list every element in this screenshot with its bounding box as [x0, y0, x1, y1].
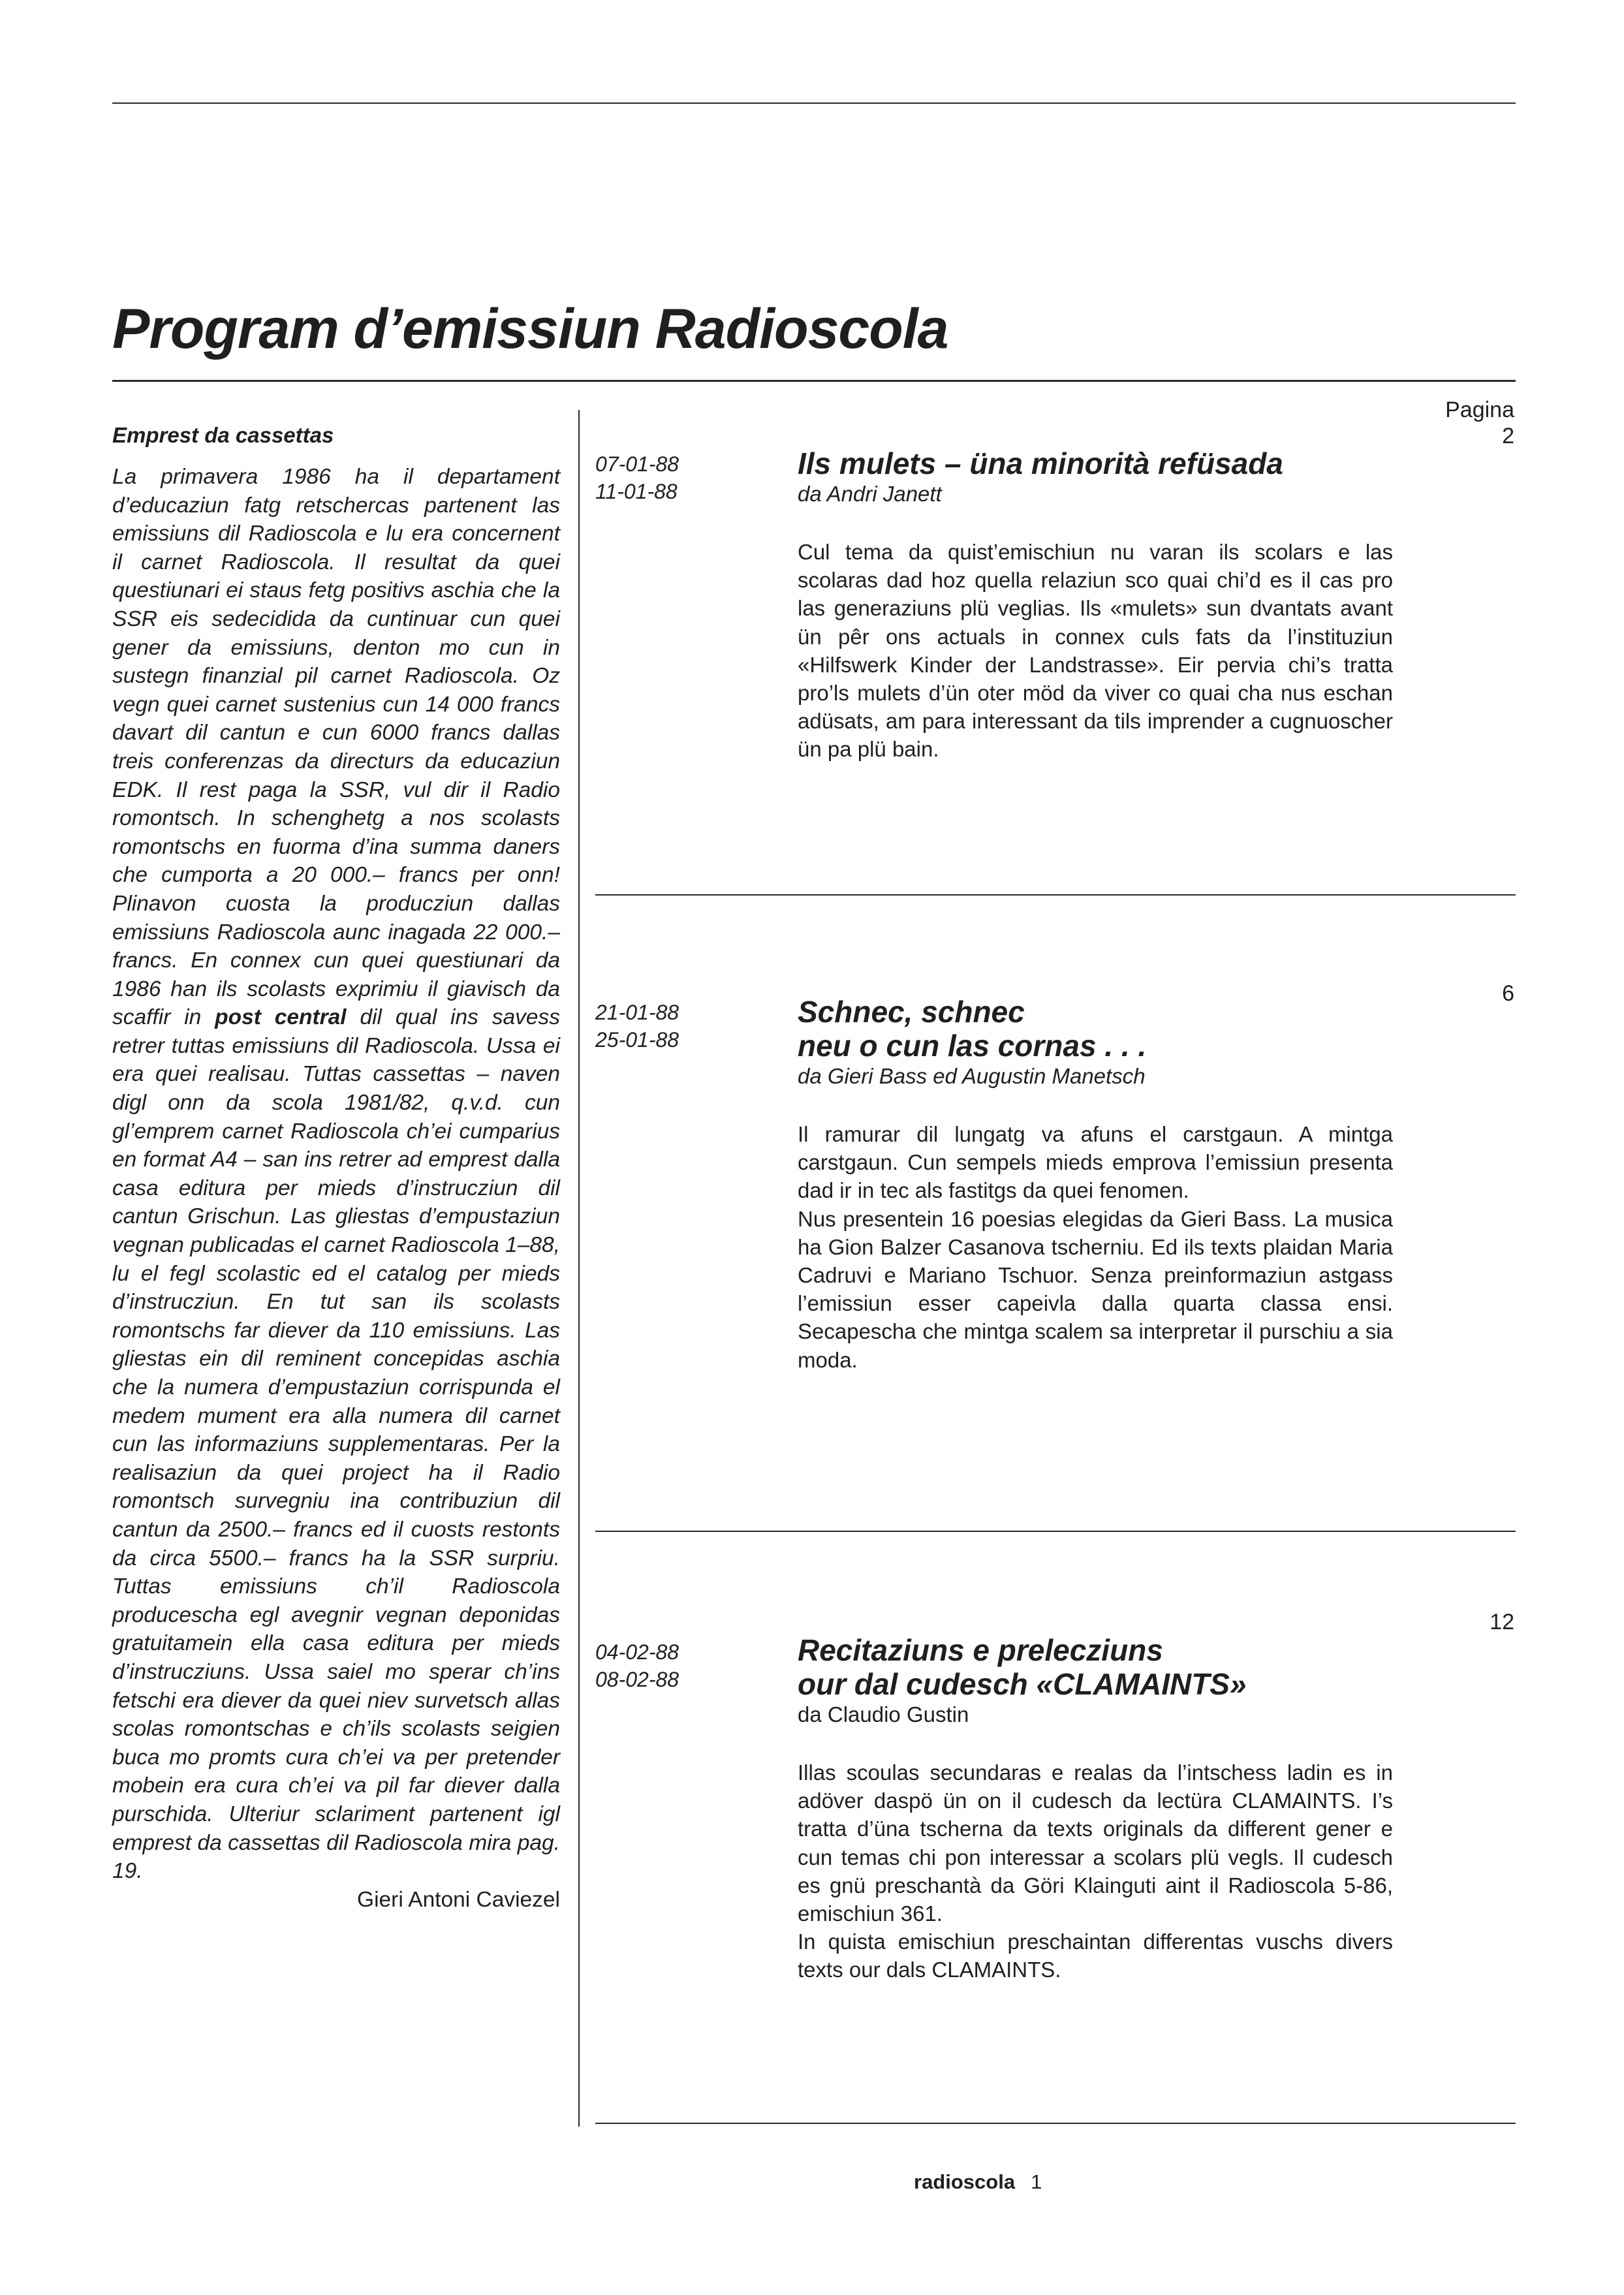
entry-2-date-start: 21-01-88	[595, 1001, 679, 1024]
entry-3-page: 12	[1490, 1610, 1514, 1634]
entry-2-author: da Gieri Bass ed Augustin Manetsch	[798, 1064, 1146, 1088]
entry-1-title: Ils mulets – üna minorità refüsada	[798, 446, 1283, 480]
entry-3-date-end: 08-02-88	[595, 1668, 679, 1691]
entry-3-paragraph-1: Illas scoulas secundaras e realas da l’intschess ladin es in adöver daspö ün on il cudesch da lectüra CLAMAINTS. I’s tratta d’üna tscherna da texts originals da different gener e cun temas chi pon interessar a scolars plü vegls. Il cudesch es gnü preschantà da Göri Klainguti aint il Radioscola 5-86, emischiun 361.	[798, 1760, 1393, 1926]
entry-3-author: da Claudio Gustin	[798, 1702, 969, 1726]
entry-separator-2	[595, 1531, 1516, 1532]
page-footer	[914, 2170, 1042, 2194]
page-title: Program d’emissiun Radioscola	[112, 298, 948, 360]
entry-2-dates	[595, 999, 726, 1054]
entry-3-paragraph-2: In quista emischiun preschaintan differentas vuschs divers texts our dals CLAMAINTS.	[798, 1929, 1393, 1982]
entry-3-date-start: 04-02-88	[595, 1640, 679, 1664]
entry-1-date-end: 11-01-88	[595, 480, 678, 503]
entry-1-body	[798, 538, 1393, 764]
entry-1-page: 2	[1502, 424, 1514, 448]
left-article	[112, 421, 560, 1914]
entry-1-date-start: 07-01-88	[595, 452, 679, 476]
left-body-bold: post central	[215, 1005, 347, 1030]
entry-1-paragraph-1: Cul tema da quist’emischiun nu varan ils scolars e las scolaras dad hoz quella relaziun sco quai chi’d es il cas pro las generaziuns plü veglias. Ils «mulets» sun dvantats avant ün pêr ons actuals in connex culs fats da l’instituziun «Hilfswerk Kinder der Landstrasse». Eir pervia chi’s tratta pro’ls mulets d’ün oter möd da viver co quai cha nus eschan adüsats, am para interessant da tils imprender a cugnuoscher ün pa plü bain.	[798, 540, 1393, 762]
entry-3-title-line-1: Recitaziuns e prelecziuns	[798, 1633, 1163, 1667]
entry-3-title-line-2: our dal cudesch «CLAMAINTS»	[798, 1667, 1247, 1701]
entry-2-paragraph-1: Il ramurar dil lungatg va afuns el carstgaun. A mintga carstgaun. Cun sempels mieds emprova l’emissiun presenta dad ir in tec als fastitgs da quei fenomen.	[798, 1122, 1393, 1203]
entry-2	[798, 995, 1393, 1374]
left-article-signature: Gieri Antoni Caviezel	[357, 1887, 560, 1912]
entry-2-title-line-2: neu o cun las cornas . . .	[798, 1029, 1147, 1063]
entry-3-dates	[595, 1638, 726, 1693]
entry-2-page: 6	[1502, 981, 1514, 1006]
pagina-label: Pagina	[1445, 398, 1514, 422]
title-rule	[112, 380, 1516, 382]
left-article-body	[112, 463, 560, 1914]
entry-2-paragraph-2: Nus presentein 16 poesias elegidas da Gieri Bass. La musica ha Gion Balzer Casanova tscherniu. Ed ils texts plaidan Maria Cadruvi e Mariano Tschuor. Senza preinformaziun astgass l’emissiun esser capeivla dalla quarta classa ensi. Secapescha che mintga scalem sa interpretar il purschiu a sia moda.	[798, 1206, 1393, 1372]
entry-1-dates	[595, 450, 726, 505]
entry-2-title-line-1: Schnec, schnec	[798, 995, 1025, 1029]
entry-separator-3	[595, 2123, 1516, 2124]
entry-1	[798, 446, 1393, 764]
footer-publication-name: radioscola	[914, 2170, 1016, 2193]
left-article-heading: Emprest da cassettas	[112, 423, 334, 447]
left-body-part-2: dil qual ins savess retrer tuttas emissiuns dil Radioscola. Ussa ei era quei realisau. Tuttas cassettas – naven digl onn da scola 1981/82, q.v.d. cun gl’emprem carnet Radioscola ch’ei cumparius en format A4 – san ins retrer ad emprest dalla casa editura per mieds d’instrucziun dil cantun Grischun. Las gliestas d’empustaziun vegnan publicadas el carnet Radioscola 1–88, lu el fegl scolastic ed el catalog per mieds d’instrucziun. En tut san ils scolasts romontschs far diever da 110 emissiuns. Las gliestas ein dil reminent concepidas aschia che la numera d’empustaziun corrispunda el medem mument era alla numera dil carnet cun las informaziuns supplementaras. Per la realisaziun da quei project ha il Radio romontsch survegniu ina contribuziun dil cantun da 2500.– francs ed il cuosts restonts da circa 5500.– francs ha la SSR surpriu. Tuttas emissiuns ch’il Radioscola producescha egl avegnir vegnan deponidas gratuitamein ella casa editura per mieds d’instrucziuns. Ussa saiel mo sperar ch’ins fetschi era diever da quei niev survetsch allas scolas romontschas e ch’ils scolasts seigien buca mo promts cura ch’ei va per pretender mobein era cura ch’ei va pil far diever dalla purschida. Ulteriur sclariment partenent igl emprest da cassettas dil Radioscola mira pag. 19.	[112, 1005, 560, 1884]
entry-3	[798, 1633, 1393, 1984]
column-divider	[578, 410, 580, 2127]
footer-page-number: 1	[1031, 2170, 1042, 2193]
left-body-part-1: La primavera 1986 ha il departament d’educaziun fatg retschercas partenent las emissiuns dil Radioscola e lu era concernent il carnet Radioscola. Il resultat da quei questiunari ei staus fetg positivs aschia che la SSR eis sedecidida da cuntinuar cun quei gener da emissiuns, denton mo cun in sustegn finanzial pil carnet Radioscola. Oz vegn quei carnet sustenius cun 14 000 francs davart dil cantun e cun 6000 francs dallas treis conferenzas da directurs da educaziun EDK. Il rest paga la SSR, vul dir il Radio romontsch. In schenghetg a nos scolasts romontschs en fuorma d’ina summa daners che cumporta a 20 000.– francs per onn! Plinavon cuosta la producziun dallas emissiuns Radioscola aunc inagada 22 000.– francs. En connex cun quei questiunari da 1986 han ils scolasts exprimiu il giavisch da scaffir in	[112, 465, 560, 1030]
entry-3-body	[798, 1758, 1393, 1984]
entry-2-body	[798, 1120, 1393, 1374]
entry-2-date-end: 25-01-88	[595, 1028, 679, 1052]
entry-1-author: da Andri Janett	[798, 482, 942, 506]
top-rule	[112, 102, 1516, 104]
entry-separator-1	[595, 894, 1516, 896]
